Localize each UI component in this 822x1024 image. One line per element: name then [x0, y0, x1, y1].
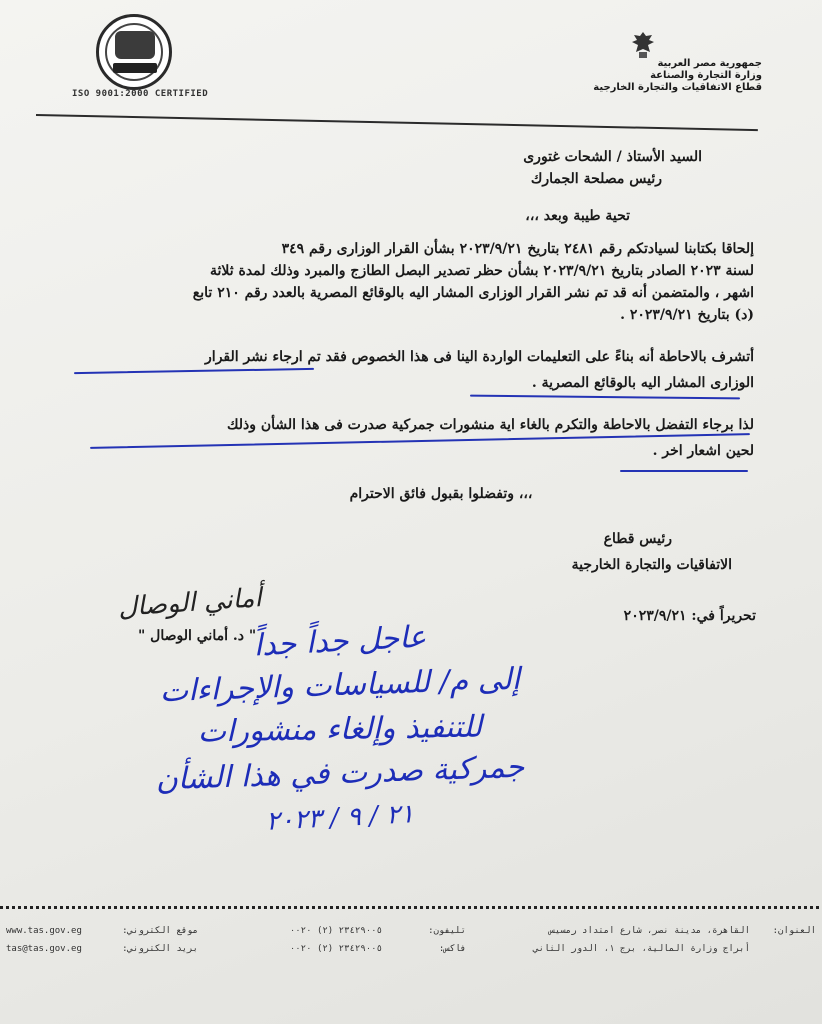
footer-phone-label: تليفون: — [428, 926, 466, 936]
date-line: تحريراً في: ٢٠٢٣/٩/٢١ — [623, 608, 756, 624]
footer-website-label: موقع الكتروني: — [122, 926, 198, 936]
header-divider — [36, 114, 758, 131]
closing-line: وتفضلوا بقبول فائق الاحترام ،،، — [349, 486, 533, 502]
footer-email-label: بريد الكتروني: — [122, 944, 198, 954]
paragraph-request — [64, 414, 754, 462]
pen-underline — [470, 395, 740, 400]
trade-service-logo — [96, 14, 172, 90]
footer-divider — [0, 906, 822, 909]
recipient-title: رئيس مصلحة الجمارك — [530, 171, 662, 187]
paragraph-line: اشهر ، والمتضمن أنه قد تم نشر القرار الوزارى المشار اليه بالوقائع المصرية بالعدد رقم ٢١٠ تابع — [192, 285, 754, 301]
ministry-line: قطاع الاتفاقيات والتجارة الخارجية — [593, 82, 762, 93]
signatory-title-line: رئيس قطاع — [603, 531, 672, 547]
eagle-emblem-icon — [630, 30, 656, 60]
pen-underline — [620, 470, 748, 472]
handwritten-note — [120, 620, 560, 840]
signatory-name: " د. أماني الوصال " — [138, 628, 257, 644]
paragraph-reference — [64, 238, 754, 326]
greeting: تحية طيبة وبعد ،،، — [525, 208, 630, 224]
recipient-name: السيد الأستاذ / الشحات غتورى — [523, 149, 702, 165]
paragraph-line: لحين اشعار اخر . — [652, 443, 754, 459]
ministry-header — [542, 58, 762, 94]
footer — [0, 918, 822, 978]
note-line: للتنفيذ وإلغاء منشورات — [197, 709, 483, 750]
footer-phone: ٢٣٤٢٩٠٠٥ (٢) ٠٠٢٠ — [289, 926, 382, 936]
recipient-block — [402, 146, 702, 190]
footer-fax-label: فاكس: — [438, 944, 466, 954]
footer-fax: ٢٣٤٢٩٠٠٥ (٢) ٠٠٢٠ — [289, 944, 382, 954]
footer-address-line: القاهرة، مدينة نصر، شارع امتداد رمسيس — [549, 926, 750, 936]
ministry-line: جمهورية مصر العربية — [657, 58, 762, 69]
signature-scribble: أماني الوصال — [117, 583, 263, 623]
paragraph-line: لسنة ٢٠٢٣ الصادر بتاريخ ٢٠٢٣/٩/٢١ بشأن حظر تصدير البصل الطازج والمبرد وذلك لمدة ثلاثة — [209, 263, 754, 279]
note-line: عاجل جداً جداً — [252, 619, 428, 664]
paragraph-line: الوزارى المشار اليه بالوقائع المصرية . — [531, 375, 754, 391]
iso-certified-label: ISO 9001:2000 CERTIFIED — [72, 89, 209, 99]
paragraph-line: لذا برجاء التفضل بالاحاطة والتكرم بالغاء اية منشورات جمركية صدرت فى هذا الشأن وذلك — [226, 417, 754, 433]
paragraph-line: (د) بتاريخ ٢٠٢٣/٩/٢١ . — [620, 307, 754, 323]
footer-email: tas@tas.gov.eg — [6, 944, 82, 954]
ministry-line: وزارة التجارة والصناعة — [650, 70, 762, 81]
note-line: جمركية صدرت في هذا الشأن — [155, 749, 525, 798]
paragraph-line: أتشرف بالاحاطة أنه بناءً على التعليمات الواردة الينا فى هذا الخصوص فقد تم ارجاء نشر القرار — [205, 349, 754, 365]
footer-address-line: أبراج وزارة المالية، برج ١، الدور الثاني — [533, 944, 750, 954]
note-line: ٢١ / ٩ / ٢٠٢٣ — [265, 799, 415, 837]
signatory-title — [472, 526, 732, 578]
footer-website: www.tas.gov.eg — [6, 926, 82, 936]
footer-address-label: العنوان: — [772, 926, 816, 936]
note-line: إلى م/ للسياسات والإجراءات — [159, 661, 521, 710]
signatory-title-line: الاتفاقيات والتجارة الخارجية — [571, 557, 732, 573]
paragraph-line: إلحاقا بكتابنا لسيادتكم رقم ٢٤٨١ بتاريخ ٢٠٢٣/٩/٢١ بشأن القرار الوزارى رقم ٣٤٩ — [281, 241, 754, 257]
